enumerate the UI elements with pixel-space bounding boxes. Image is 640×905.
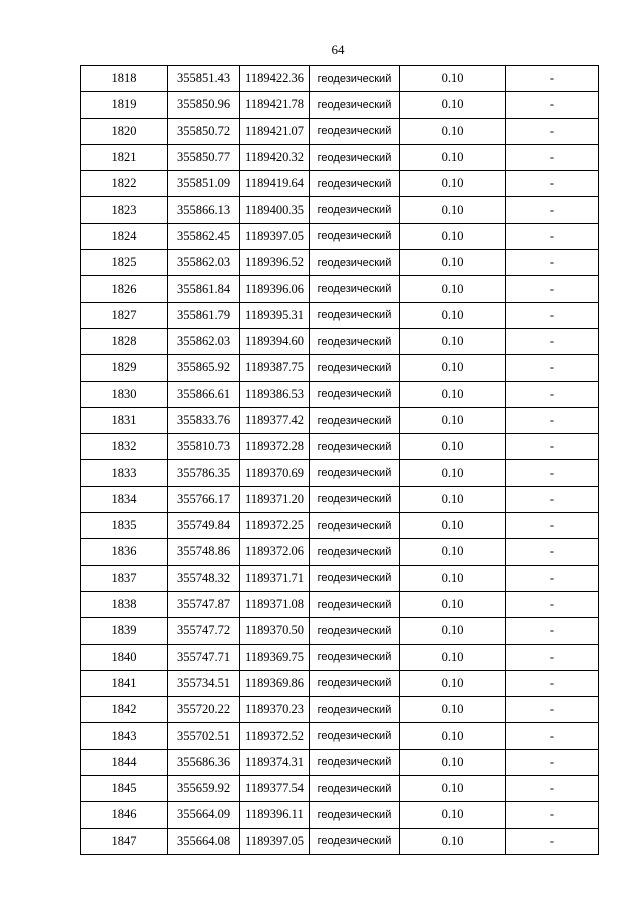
accuracy-cell: 0.10: [400, 144, 506, 170]
table-row: [81, 92, 599, 118]
note-cell: -: [506, 144, 599, 170]
accuracy-cell: 0.10: [400, 328, 506, 354]
table-row: [81, 197, 599, 223]
x-coordinate-cell: 355862.03: [168, 250, 240, 276]
point-number-cell: 1835: [81, 513, 168, 539]
point-number-cell: 1819: [81, 92, 168, 118]
method-cell: геодезический: [310, 302, 400, 328]
y-coordinate-cell: 1189372.28: [240, 434, 310, 460]
method-cell: геодезический: [310, 591, 400, 617]
y-coordinate-cell: 1189386.53: [240, 381, 310, 407]
point-number-cell: 1834: [81, 486, 168, 512]
y-coordinate-cell: 1189374.31: [240, 749, 310, 775]
point-number-cell: 1822: [81, 171, 168, 197]
note-cell: -: [506, 92, 599, 118]
method-cell: геодезический: [310, 460, 400, 486]
point-number-cell: 1820: [81, 118, 168, 144]
note-cell: -: [506, 539, 599, 565]
point-number-cell: 1837: [81, 565, 168, 591]
y-coordinate-cell: 1189397.05: [240, 828, 310, 854]
note-cell: -: [506, 486, 599, 512]
method-cell: геодезический: [310, 197, 400, 223]
x-coordinate-cell: 355850.96: [168, 92, 240, 118]
accuracy-cell: 0.10: [400, 92, 506, 118]
method-cell: геодезический: [310, 749, 400, 775]
x-coordinate-cell: 355747.87: [168, 591, 240, 617]
note-cell: -: [506, 276, 599, 302]
method-cell: геодезический: [310, 723, 400, 749]
point-number-cell: 1836: [81, 539, 168, 565]
note-cell: -: [506, 776, 599, 802]
x-coordinate-cell: 355748.86: [168, 539, 240, 565]
y-coordinate-cell: 1189372.25: [240, 513, 310, 539]
point-number-cell: 1842: [81, 697, 168, 723]
x-coordinate-cell: 355866.61: [168, 381, 240, 407]
point-number-cell: 1844: [81, 749, 168, 775]
y-coordinate-cell: 1189387.75: [240, 355, 310, 381]
x-coordinate-cell: 355851.09: [168, 171, 240, 197]
point-number-cell: 1829: [81, 355, 168, 381]
table-row: [81, 749, 599, 775]
point-number-cell: 1843: [81, 723, 168, 749]
note-cell: -: [506, 828, 599, 854]
accuracy-cell: 0.10: [400, 381, 506, 407]
x-coordinate-cell: 355734.51: [168, 670, 240, 696]
y-coordinate-cell: 1189397.05: [240, 223, 310, 249]
note-cell: -: [506, 223, 599, 249]
y-coordinate-cell: 1189422.36: [240, 66, 310, 92]
point-number-cell: 1839: [81, 618, 168, 644]
accuracy-cell: 0.10: [400, 802, 506, 828]
table-row: [81, 776, 599, 802]
table-row: [81, 328, 599, 354]
y-coordinate-cell: 1189369.86: [240, 670, 310, 696]
x-coordinate-cell: 355850.77: [168, 144, 240, 170]
y-coordinate-cell: 1189372.06: [240, 539, 310, 565]
table-row: [81, 381, 599, 407]
table-row: [81, 355, 599, 381]
method-cell: геодезический: [310, 618, 400, 644]
x-coordinate-cell: 355862.45: [168, 223, 240, 249]
x-coordinate-cell: 355747.72: [168, 618, 240, 644]
table-row: [81, 302, 599, 328]
table-row: [81, 486, 599, 512]
y-coordinate-cell: 1189370.50: [240, 618, 310, 644]
y-coordinate-cell: 1189369.75: [240, 644, 310, 670]
note-cell: -: [506, 802, 599, 828]
accuracy-cell: 0.10: [400, 539, 506, 565]
point-number-cell: 1825: [81, 250, 168, 276]
table-row: [81, 697, 599, 723]
x-coordinate-cell: 355810.73: [168, 434, 240, 460]
accuracy-cell: 0.10: [400, 618, 506, 644]
accuracy-cell: 0.10: [400, 697, 506, 723]
note-cell: -: [506, 434, 599, 460]
point-number-cell: 1847: [81, 828, 168, 854]
y-coordinate-cell: 1189396.11: [240, 802, 310, 828]
accuracy-cell: 0.10: [400, 302, 506, 328]
table-row: [81, 513, 599, 539]
point-number-cell: 1818: [81, 66, 168, 92]
table-body: [81, 66, 599, 855]
point-number-cell: 1833: [81, 460, 168, 486]
accuracy-cell: 0.10: [400, 197, 506, 223]
y-coordinate-cell: 1189421.78: [240, 92, 310, 118]
accuracy-cell: 0.10: [400, 171, 506, 197]
method-cell: геодезический: [310, 513, 400, 539]
accuracy-cell: 0.10: [400, 250, 506, 276]
y-coordinate-cell: 1189396.06: [240, 276, 310, 302]
x-coordinate-cell: 355851.43: [168, 66, 240, 92]
note-cell: -: [506, 407, 599, 433]
x-coordinate-cell: 355747.71: [168, 644, 240, 670]
note-cell: -: [506, 644, 599, 670]
table-row: [81, 223, 599, 249]
note-cell: -: [506, 250, 599, 276]
y-coordinate-cell: 1189371.71: [240, 565, 310, 591]
method-cell: геодезический: [310, 92, 400, 118]
coordinates-table: [80, 65, 599, 855]
x-coordinate-cell: 355861.79: [168, 302, 240, 328]
accuracy-cell: 0.10: [400, 513, 506, 539]
x-coordinate-cell: 355748.32: [168, 565, 240, 591]
y-coordinate-cell: 1189370.23: [240, 697, 310, 723]
y-coordinate-cell: 1189371.20: [240, 486, 310, 512]
table-row: [81, 276, 599, 302]
x-coordinate-cell: 355720.22: [168, 697, 240, 723]
note-cell: -: [506, 723, 599, 749]
x-coordinate-cell: 355749.84: [168, 513, 240, 539]
note-cell: -: [506, 171, 599, 197]
method-cell: геодезический: [310, 250, 400, 276]
method-cell: геодезический: [310, 697, 400, 723]
table-row: [81, 644, 599, 670]
table-row: [81, 66, 599, 92]
method-cell: геодезический: [310, 802, 400, 828]
point-number-cell: 1832: [81, 434, 168, 460]
note-cell: -: [506, 66, 599, 92]
method-cell: геодезический: [310, 670, 400, 696]
method-cell: геодезический: [310, 565, 400, 591]
x-coordinate-cell: 355686.36: [168, 749, 240, 775]
x-coordinate-cell: 355702.51: [168, 723, 240, 749]
table-row: [81, 591, 599, 617]
x-coordinate-cell: 355833.76: [168, 407, 240, 433]
method-cell: геодезический: [310, 223, 400, 249]
note-cell: -: [506, 197, 599, 223]
point-number-cell: 1821: [81, 144, 168, 170]
note-cell: -: [506, 302, 599, 328]
point-number-cell: 1846: [81, 802, 168, 828]
table-row: [81, 565, 599, 591]
y-coordinate-cell: 1189377.54: [240, 776, 310, 802]
y-coordinate-cell: 1189371.08: [240, 591, 310, 617]
method-cell: геодезический: [310, 486, 400, 512]
method-cell: геодезический: [310, 381, 400, 407]
x-coordinate-cell: 355850.72: [168, 118, 240, 144]
accuracy-cell: 0.10: [400, 776, 506, 802]
note-cell: -: [506, 749, 599, 775]
note-cell: -: [506, 328, 599, 354]
table-row: [81, 618, 599, 644]
x-coordinate-cell: 355861.84: [168, 276, 240, 302]
method-cell: геодезический: [310, 434, 400, 460]
y-coordinate-cell: 1189400.35: [240, 197, 310, 223]
x-coordinate-cell: 355664.09: [168, 802, 240, 828]
accuracy-cell: 0.10: [400, 276, 506, 302]
accuracy-cell: 0.10: [400, 223, 506, 249]
table-row: [81, 460, 599, 486]
accuracy-cell: 0.10: [400, 723, 506, 749]
accuracy-cell: 0.10: [400, 591, 506, 617]
note-cell: -: [506, 591, 599, 617]
method-cell: геодезический: [310, 171, 400, 197]
y-coordinate-cell: 1189395.31: [240, 302, 310, 328]
y-coordinate-cell: 1189421.07: [240, 118, 310, 144]
accuracy-cell: 0.10: [400, 828, 506, 854]
method-cell: геодезический: [310, 66, 400, 92]
point-number-cell: 1831: [81, 407, 168, 433]
accuracy-cell: 0.10: [400, 565, 506, 591]
y-coordinate-cell: 1189394.60: [240, 328, 310, 354]
note-cell: -: [506, 355, 599, 381]
table-row: [81, 670, 599, 696]
method-cell: геодезический: [310, 828, 400, 854]
y-coordinate-cell: 1189419.64: [240, 171, 310, 197]
table-row: [81, 250, 599, 276]
table-row: [81, 118, 599, 144]
x-coordinate-cell: 355786.35: [168, 460, 240, 486]
accuracy-cell: 0.10: [400, 644, 506, 670]
note-cell: -: [506, 697, 599, 723]
accuracy-cell: 0.10: [400, 749, 506, 775]
accuracy-cell: 0.10: [400, 407, 506, 433]
accuracy-cell: 0.10: [400, 434, 506, 460]
page-number: 64: [331, 42, 345, 57]
table-row: [81, 802, 599, 828]
method-cell: геодезический: [310, 776, 400, 802]
method-cell: геодезический: [310, 118, 400, 144]
accuracy-cell: 0.10: [400, 118, 506, 144]
point-number-cell: 1845: [81, 776, 168, 802]
x-coordinate-cell: 355766.17: [168, 486, 240, 512]
table-row: [81, 434, 599, 460]
x-coordinate-cell: 355865.92: [168, 355, 240, 381]
table-row: [81, 144, 599, 170]
x-coordinate-cell: 355862.03: [168, 328, 240, 354]
y-coordinate-cell: 1189377.42: [240, 407, 310, 433]
table-row: [81, 828, 599, 854]
x-coordinate-cell: 355659.92: [168, 776, 240, 802]
method-cell: геодезический: [310, 407, 400, 433]
method-cell: геодезический: [310, 539, 400, 565]
note-cell: -: [506, 381, 599, 407]
x-coordinate-cell: 355664.08: [168, 828, 240, 854]
note-cell: -: [506, 513, 599, 539]
method-cell: геодезический: [310, 276, 400, 302]
note-cell: -: [506, 670, 599, 696]
x-coordinate-cell: 355866.13: [168, 197, 240, 223]
point-number-cell: 1840: [81, 644, 168, 670]
point-number-cell: 1838: [81, 591, 168, 617]
note-cell: -: [506, 565, 599, 591]
method-cell: геодезический: [310, 328, 400, 354]
accuracy-cell: 0.10: [400, 460, 506, 486]
method-cell: геодезический: [310, 644, 400, 670]
y-coordinate-cell: 1189370.69: [240, 460, 310, 486]
table-row: [81, 171, 599, 197]
table-row: [81, 539, 599, 565]
accuracy-cell: 0.10: [400, 355, 506, 381]
method-cell: геодезический: [310, 355, 400, 381]
point-number-cell: 1828: [81, 328, 168, 354]
note-cell: -: [506, 118, 599, 144]
note-cell: -: [506, 460, 599, 486]
table-row: [81, 723, 599, 749]
point-number-cell: 1841: [81, 670, 168, 696]
y-coordinate-cell: 1189420.32: [240, 144, 310, 170]
note-cell: -: [506, 618, 599, 644]
point-number-cell: 1824: [81, 223, 168, 249]
point-number-cell: 1827: [81, 302, 168, 328]
y-coordinate-cell: 1189396.52: [240, 250, 310, 276]
accuracy-cell: 0.10: [400, 66, 506, 92]
accuracy-cell: 0.10: [400, 486, 506, 512]
point-number-cell: 1830: [81, 381, 168, 407]
method-cell: геодезический: [310, 144, 400, 170]
accuracy-cell: 0.10: [400, 670, 506, 696]
y-coordinate-cell: 1189372.52: [240, 723, 310, 749]
point-number-cell: 1826: [81, 276, 168, 302]
table-row: [81, 407, 599, 433]
point-number-cell: 1823: [81, 197, 168, 223]
